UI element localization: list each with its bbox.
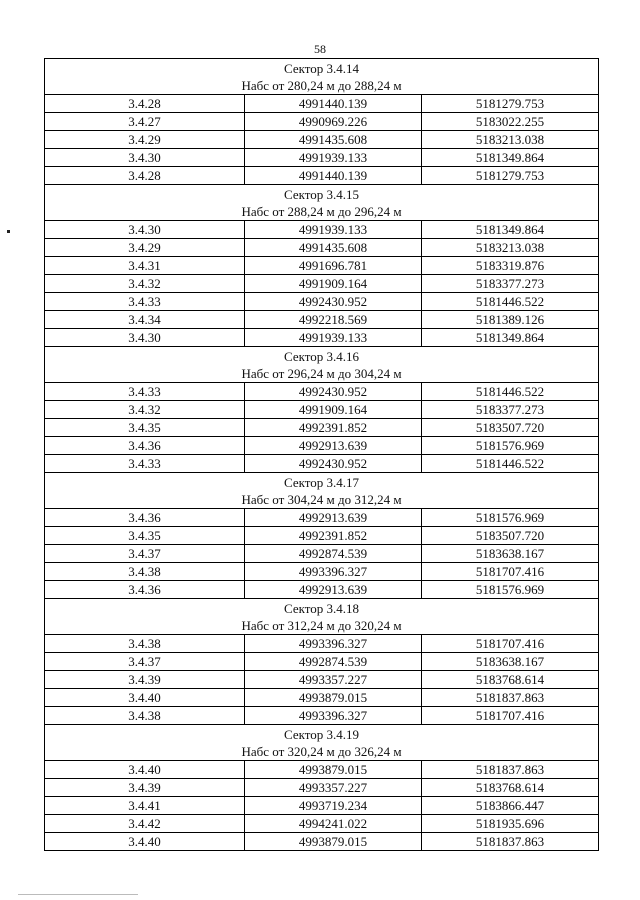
x-coordinate-cell: 4991909.164 [245,401,422,419]
point-id-cell: 3.4.39 [45,671,245,689]
y-coordinate-cell: 5181349.864 [422,149,599,167]
y-coordinate-cell: 5181576.969 [422,581,599,599]
y-coordinate-cell: 5181446.522 [422,293,599,311]
table-row [45,131,599,149]
point-id-cell: 3.4.29 [45,131,245,149]
table-row [45,149,599,167]
x-coordinate-cell: 4993879.015 [245,833,422,851]
x-coordinate-cell: 4992913.639 [245,581,422,599]
x-coordinate-cell: 4991435.608 [245,239,422,257]
point-id-cell: 3.4.33 [45,383,245,401]
y-coordinate-cell: 5183638.167 [422,653,599,671]
y-coordinate-cell: 5181837.863 [422,833,599,851]
sector-depth-range: Набс от 288,24 м до 296,24 м [241,204,402,219]
point-id-cell: 3.4.38 [45,635,245,653]
table-row [45,815,599,833]
sector-header-cell [45,59,599,95]
coordinates-table-body [45,59,599,851]
sector-depth-range: Набс от 312,24 м до 320,24 м [241,618,402,633]
point-id-cell: 3.4.30 [45,149,245,167]
point-id-cell: 3.4.30 [45,329,245,347]
sector-header-row [45,347,599,383]
y-coordinate-cell: 5181707.416 [422,563,599,581]
y-coordinate-cell: 5183866.447 [422,797,599,815]
y-coordinate-cell: 5183213.038 [422,239,599,257]
table-row [45,707,599,725]
x-coordinate-cell: 4992391.852 [245,419,422,437]
point-id-cell: 3.4.34 [45,311,245,329]
x-coordinate-cell: 4994241.022 [245,815,422,833]
scan-margin-mark [7,230,10,233]
point-id-cell: 3.4.31 [45,257,245,275]
table-row [45,581,599,599]
x-coordinate-cell: 4992913.639 [245,437,422,455]
sector-header-cell [45,347,599,383]
point-id-cell: 3.4.28 [45,167,245,185]
point-id-cell: 3.4.40 [45,689,245,707]
table-row [45,257,599,275]
table-row [45,689,599,707]
table-row [45,671,599,689]
point-id-cell: 3.4.37 [45,545,245,563]
y-coordinate-cell: 5181707.416 [422,707,599,725]
y-coordinate-cell: 5183377.273 [422,401,599,419]
scan-footer-rule [18,894,138,895]
table-row [45,779,599,797]
x-coordinate-cell: 4993719.234 [245,797,422,815]
x-coordinate-cell: 4992218.569 [245,311,422,329]
coordinates-table [44,58,599,851]
y-coordinate-cell: 5181576.969 [422,437,599,455]
x-coordinate-cell: 4991440.139 [245,95,422,113]
sector-title: Сектор 3.4.18 [284,601,360,616]
table-row [45,293,599,311]
table-row [45,635,599,653]
sector-header-cell [45,473,599,509]
point-id-cell: 3.4.38 [45,563,245,581]
x-coordinate-cell: 4993396.327 [245,707,422,725]
y-coordinate-cell: 5183638.167 [422,545,599,563]
sector-title: Сектор 3.4.17 [284,475,360,490]
point-id-cell: 3.4.40 [45,761,245,779]
point-id-cell: 3.4.36 [45,581,245,599]
y-coordinate-cell: 5183213.038 [422,131,599,149]
y-coordinate-cell: 5181349.864 [422,329,599,347]
x-coordinate-cell: 4990969.226 [245,113,422,131]
sector-header-cell [45,599,599,635]
y-coordinate-cell: 5181837.863 [422,761,599,779]
table-row [45,455,599,473]
table-row [45,761,599,779]
y-coordinate-cell: 5183319.876 [422,257,599,275]
y-coordinate-cell: 5181349.864 [422,221,599,239]
table-row [45,401,599,419]
table-row [45,311,599,329]
point-id-cell: 3.4.40 [45,833,245,851]
sector-title: Сектор 3.4.16 [284,349,360,364]
table-row [45,419,599,437]
table-row [45,509,599,527]
x-coordinate-cell: 4992913.639 [245,509,422,527]
x-coordinate-cell: 4993396.327 [245,563,422,581]
point-id-cell: 3.4.36 [45,509,245,527]
x-coordinate-cell: 4991435.608 [245,131,422,149]
sector-title: Сектор 3.4.15 [284,187,360,202]
x-coordinate-cell: 4992874.539 [245,653,422,671]
point-id-cell: 3.4.36 [45,437,245,455]
y-coordinate-cell: 5181837.863 [422,689,599,707]
x-coordinate-cell: 4993879.015 [245,689,422,707]
table-row [45,545,599,563]
sector-depth-range: Набс от 320,24 м до 326,24 м [241,744,402,759]
x-coordinate-cell: 4991939.133 [245,221,422,239]
x-coordinate-cell: 4993357.227 [245,779,422,797]
sector-header-row [45,59,599,95]
point-id-cell: 3.4.28 [45,95,245,113]
y-coordinate-cell: 5181279.753 [422,167,599,185]
point-id-cell: 3.4.33 [45,455,245,473]
y-coordinate-cell: 5183377.273 [422,275,599,293]
y-coordinate-cell: 5181707.416 [422,635,599,653]
point-id-cell: 3.4.32 [45,275,245,293]
sector-depth-range: Набс от 280,24 м до 288,24 м [241,78,402,93]
table-row [45,95,599,113]
sector-title: Сектор 3.4.19 [284,727,360,742]
x-coordinate-cell: 4992430.952 [245,455,422,473]
x-coordinate-cell: 4992430.952 [245,293,422,311]
table-row [45,653,599,671]
point-id-cell: 3.4.29 [45,239,245,257]
table-row [45,275,599,293]
x-coordinate-cell: 4991939.133 [245,149,422,167]
y-coordinate-cell: 5183507.720 [422,419,599,437]
sector-header-row [45,185,599,221]
sector-depth-range: Набс от 296,24 м до 304,24 м [241,366,402,381]
table-row [45,563,599,581]
y-coordinate-cell: 5181446.522 [422,455,599,473]
x-coordinate-cell: 4991939.133 [245,329,422,347]
point-id-cell: 3.4.41 [45,797,245,815]
x-coordinate-cell: 4991909.164 [245,275,422,293]
y-coordinate-cell: 5183768.614 [422,779,599,797]
y-coordinate-cell: 5181446.522 [422,383,599,401]
y-coordinate-cell: 5183022.255 [422,113,599,131]
x-coordinate-cell: 4992430.952 [245,383,422,401]
y-coordinate-cell: 5181935.696 [422,815,599,833]
x-coordinate-cell: 4991440.139 [245,167,422,185]
sector-header-cell [45,185,599,221]
table-row [45,329,599,347]
y-coordinate-cell: 5183768.614 [422,671,599,689]
table-row [45,221,599,239]
point-id-cell: 3.4.35 [45,527,245,545]
table-row [45,527,599,545]
x-coordinate-cell: 4992874.539 [245,545,422,563]
table-row [45,167,599,185]
point-id-cell: 3.4.37 [45,653,245,671]
sector-header-cell [45,725,599,761]
table-row [45,437,599,455]
sector-header-row [45,473,599,509]
page-number: 58 [314,42,326,56]
table-row [45,797,599,815]
y-coordinate-cell: 5181576.969 [422,509,599,527]
sector-title: Сектор 3.4.14 [284,61,360,76]
point-id-cell: 3.4.39 [45,779,245,797]
point-id-cell: 3.4.35 [45,419,245,437]
y-coordinate-cell: 5181389.126 [422,311,599,329]
point-id-cell: 3.4.27 [45,113,245,131]
x-coordinate-cell: 4993357.227 [245,671,422,689]
x-coordinate-cell: 4991696.781 [245,257,422,275]
point-id-cell: 3.4.32 [45,401,245,419]
table-row [45,239,599,257]
y-coordinate-cell: 5183507.720 [422,527,599,545]
table-row [45,113,599,131]
sector-header-row [45,599,599,635]
y-coordinate-cell: 5181279.753 [422,95,599,113]
table-row [45,833,599,851]
x-coordinate-cell: 4993879.015 [245,761,422,779]
point-id-cell: 3.4.38 [45,707,245,725]
sector-header-row [45,725,599,761]
sector-depth-range: Набс от 304,24 м до 312,24 м [241,492,402,507]
point-id-cell: 3.4.30 [45,221,245,239]
point-id-cell: 3.4.33 [45,293,245,311]
x-coordinate-cell: 4993396.327 [245,635,422,653]
x-coordinate-cell: 4992391.852 [245,527,422,545]
table-row [45,383,599,401]
point-id-cell: 3.4.42 [45,815,245,833]
